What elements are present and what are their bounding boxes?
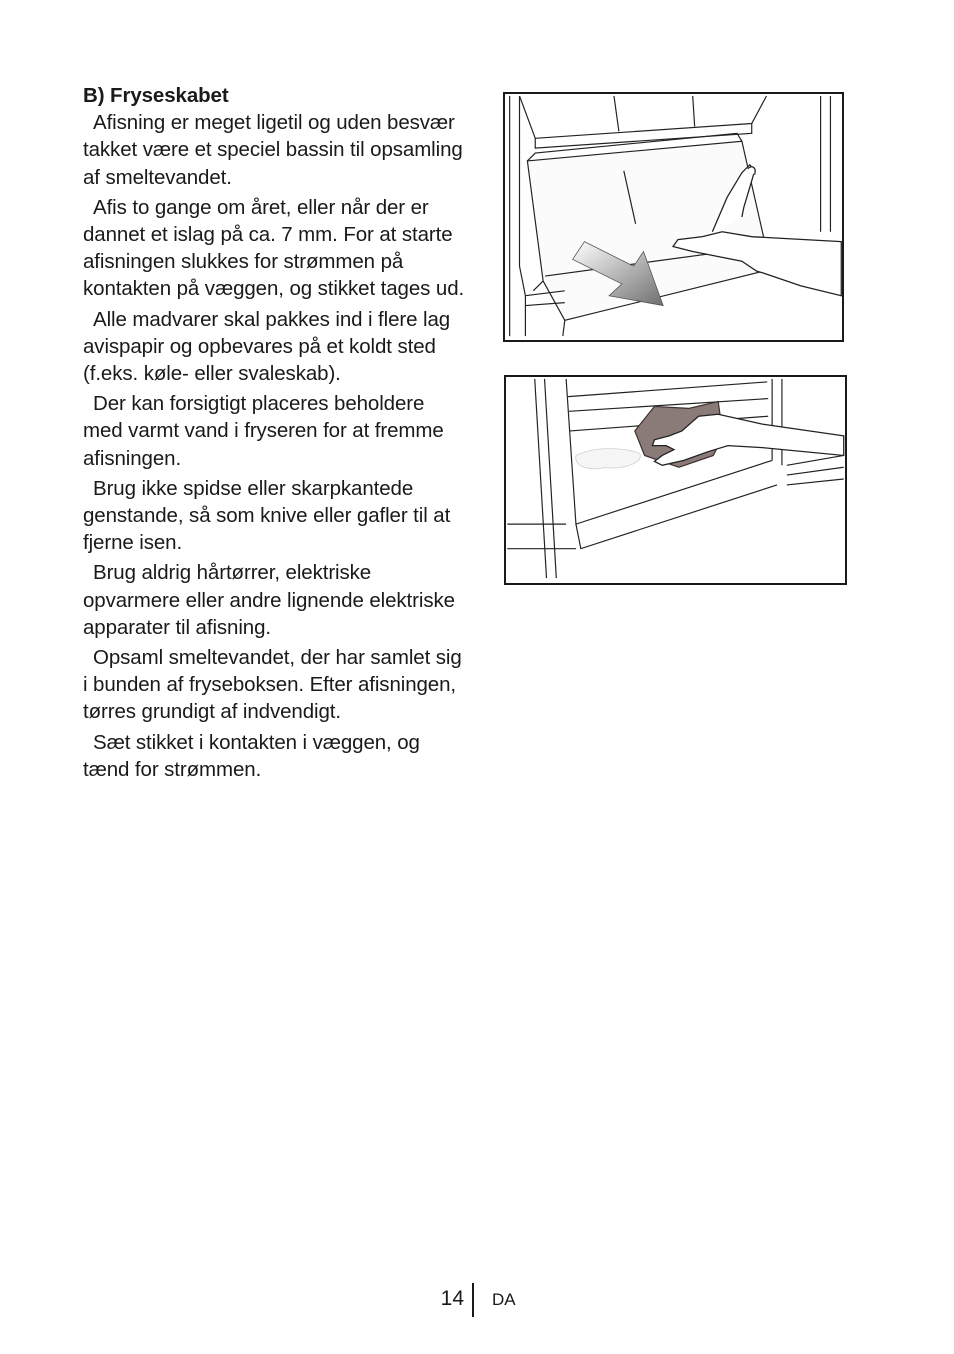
paragraph-1: Afisning er meget ligetil og uden besvær takket være et speciel bassin til opsamling af smeltevandet. [83, 111, 463, 189]
section-heading: B) Fryseskabet [83, 84, 229, 107]
paragraph-6: Brug aldrig hårtørrer, elektriske opvarmere eller andre lignende elektriske apparater til afisning. [83, 561, 455, 639]
language-code: DA [492, 1290, 516, 1309]
paragraph-5: Brug ikke spidse eller skarpkantede genstande, så som knive eller gafler til at fjerne isen. [83, 476, 451, 555]
freezer-wipe-dry-illustration [504, 375, 847, 585]
instruction-column [83, 82, 468, 786]
footer-divider [472, 1283, 474, 1317]
paragraph-2: Afis to gange om året, eller når der er dannet et islag på ca. 7 mm. For at starte afisningen slukkes for strømmen på kontakten på væggen, og stikket tages ud. [83, 195, 465, 301]
paragraph-7: Opsaml smeltevandet, der har samlet sig i bunden af fryseboksen. Efter afisningen, tørres grundigt af indvendigt. [83, 646, 462, 724]
freezer-wipe-dry-icon [506, 377, 845, 583]
freezer-drawer-pull-illustration [503, 92, 844, 342]
page-number: 14 [440, 1287, 464, 1310]
paragraph-8: Sæt stikket i kontakten i væggen, og tænd for strømmen. [83, 730, 420, 781]
paragraph-3: Alle madvarer skal pakkes ind i flere lag avispapir og opbevares på et koldt sted (f.eks. køle- eller svaleskab). [83, 307, 451, 386]
paragraph-4: Der kan forsigtigt placeres beholdere med varmt vand i fryseren for at fremme afisningen. [83, 392, 444, 470]
page-footer [0, 1283, 954, 1317]
freezer-drawer-pull-icon [505, 94, 842, 340]
